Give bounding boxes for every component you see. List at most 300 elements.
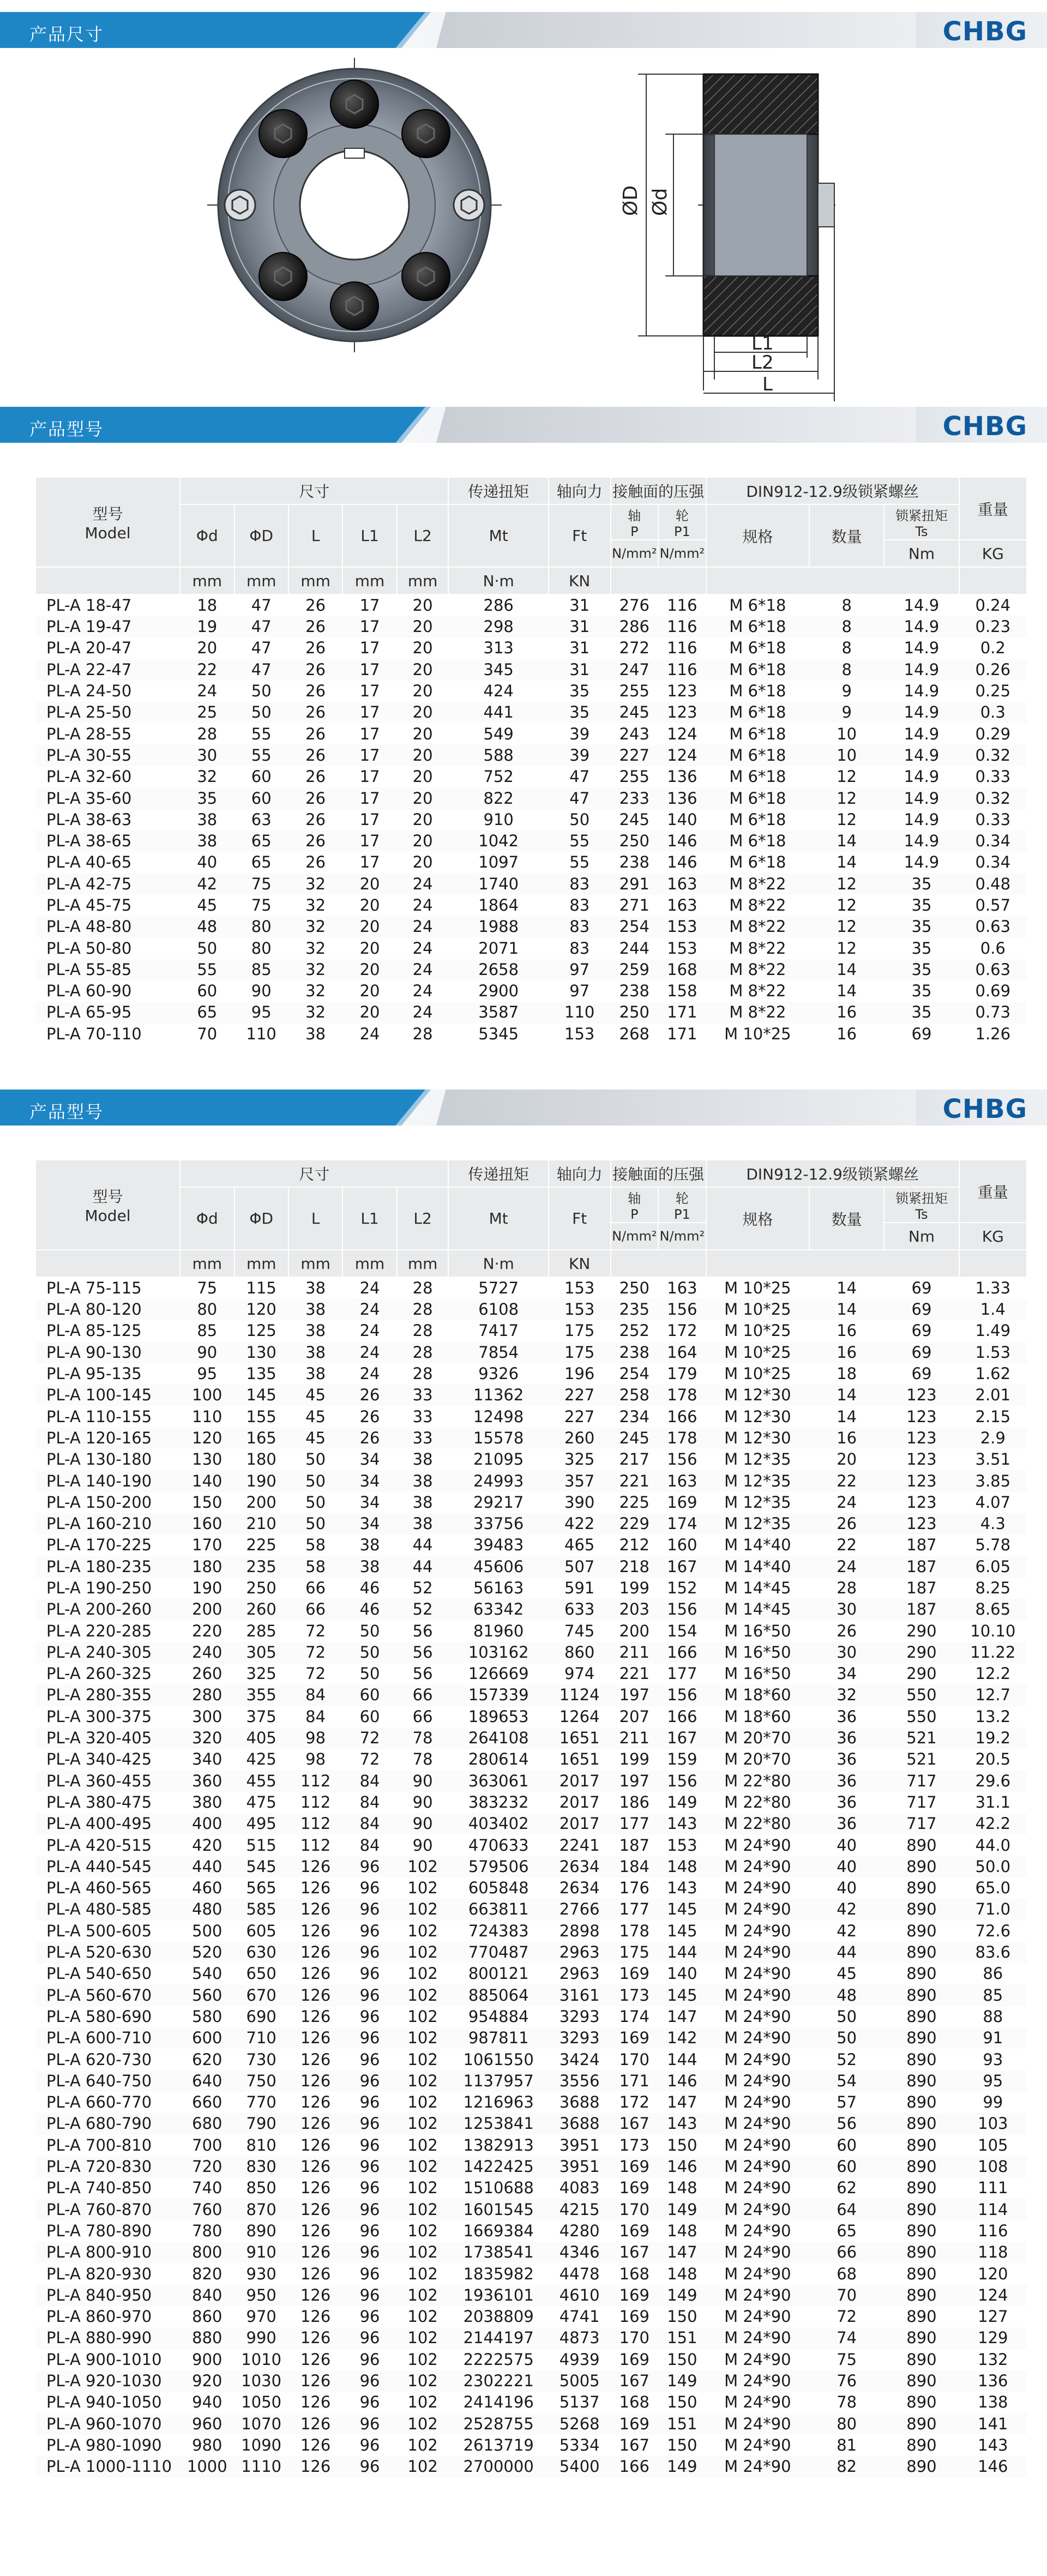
model-cell: PL-A 340-425 [46, 1750, 152, 1769]
header-L: L [288, 1187, 342, 1250]
value-cell: 96 [342, 2156, 396, 2177]
value-cell: 605 [246, 1921, 276, 1940]
model-cell: PL-A 500-605 [46, 1921, 152, 1940]
value-cell: 0.25 [975, 682, 1011, 701]
value-cell: 85 [959, 1985, 1027, 2006]
value-cell: 240 [180, 1642, 234, 1663]
value-cell: 0.33 [975, 810, 1011, 829]
value-cell: 190 [192, 1579, 222, 1597]
value-cell: 24 [397, 874, 449, 895]
value-cell: 910 [234, 2242, 288, 2263]
value-cell: 84 [359, 1792, 380, 1811]
table-row [35, 1385, 1027, 1406]
value-cell: 156 [658, 1299, 706, 1320]
value-cell: 163 [667, 1279, 697, 1297]
value-cell: 0.6 [980, 938, 1006, 958]
value-cell: 1097 [478, 853, 519, 872]
table-row [35, 1728, 1027, 1749]
value-cell: 1090 [241, 2435, 282, 2454]
value-cell: 17 [342, 702, 396, 723]
value-cell: 96 [342, 1985, 396, 2006]
value-cell: M 24*90 [706, 2113, 809, 2134]
table-row [35, 1813, 1027, 1834]
model-cell: PL-A 680-790 [35, 2113, 180, 2134]
value-cell: 1110 [234, 2456, 288, 2477]
value-cell: 960 [180, 2413, 234, 2434]
value-cell: 24 [412, 896, 433, 914]
value-cell: 50.0 [959, 1856, 1027, 1877]
value-cell: 405 [234, 1728, 288, 1749]
unit-blank3 [959, 567, 1027, 594]
value-cell: 400 [180, 1813, 234, 1834]
value-cell: 116 [978, 2221, 1008, 2240]
value-cell: 1.53 [959, 1342, 1027, 1363]
value-cell: M 24*90 [706, 2027, 809, 2049]
value-cell: 58 [305, 1536, 326, 1555]
model-cell: PL-A 50-80 [46, 938, 132, 958]
value-cell: 211 [611, 1642, 659, 1663]
value-cell: 96 [342, 2199, 396, 2220]
value-cell: 38 [305, 1024, 326, 1043]
value-cell: 245 [611, 702, 659, 723]
value-cell: 3688 [549, 2113, 611, 2134]
value-cell: 123 [906, 1407, 937, 1426]
table-row [35, 1024, 1027, 1045]
value-cell: 155 [246, 1407, 276, 1426]
model-cell: PL-A 22-47 [35, 659, 180, 681]
value-cell: 1740 [448, 874, 548, 895]
header-L2: L2 [397, 1187, 449, 1250]
value-cell: M 10*25 [724, 1279, 791, 1297]
value-cell: 1864 [478, 896, 519, 914]
value-cell: 2613719 [463, 2435, 534, 2454]
value-cell: 910 [483, 810, 514, 829]
model-cell: PL-A 640-750 [35, 2071, 180, 2092]
value-cell: M 20*70 [706, 1728, 809, 1749]
value-cell: 290 [906, 1664, 937, 1683]
value-cell: 20 [412, 724, 433, 743]
model-cell: PL-A 30-55 [35, 745, 180, 766]
value-cell: 820 [192, 2264, 222, 2283]
model-cell: PL-A 980-1090 [46, 2435, 162, 2454]
value-cell: 26 [809, 1513, 884, 1534]
model-cell: PL-A 38-65 [35, 830, 180, 852]
value-cell: 60 [251, 767, 272, 786]
value-cell: 146 [658, 2156, 706, 2177]
header-Ft: Ft [549, 1187, 611, 1250]
value-cell: 8 [809, 616, 884, 637]
value-cell: 126 [288, 1985, 342, 2006]
value-cell: 34 [342, 1470, 396, 1491]
value-cell: 580 [192, 2007, 222, 2026]
value-cell: 199 [619, 1750, 649, 1769]
model-cell: PL-A 20-47 [46, 639, 132, 658]
value-cell: 103 [959, 2113, 1027, 2134]
unit-model [35, 567, 180, 594]
table-row [35, 1792, 1027, 1813]
value-cell: 197 [611, 1771, 659, 1792]
value-cell: 22 [809, 1470, 884, 1491]
value-cell: M 24*90 [724, 1835, 791, 1855]
header-model [35, 1160, 180, 1250]
model-cell: PL-A 48-80 [35, 916, 180, 937]
table-row [35, 1663, 1027, 1684]
value-cell: 47 [234, 659, 288, 681]
table-row [35, 1449, 1027, 1470]
value-cell: 440 [180, 1856, 234, 1877]
table-row [35, 702, 1027, 723]
value-cell: 145 [234, 1385, 288, 1406]
value-cell: 670 [234, 1985, 288, 2006]
table-row [35, 681, 1027, 702]
value-cell: 455 [234, 1771, 288, 1792]
value-cell: M 16*50 [724, 1621, 791, 1640]
value-cell: 1510688 [463, 2178, 534, 2198]
value-cell: 520 [180, 1942, 234, 1963]
od-label: ØD [619, 185, 642, 216]
model-cell: PL-A 85-125 [46, 1321, 142, 1340]
table-row [35, 2285, 1027, 2306]
value-cell: 3161 [549, 1985, 611, 2006]
value-cell: 38 [305, 1321, 326, 1340]
value-cell: 890 [906, 2221, 937, 2240]
value-cell: 363061 [448, 1771, 548, 1792]
value-cell: 28 [412, 1279, 433, 1297]
value-cell: 1738541 [448, 2242, 548, 2263]
value-cell: 126 [288, 2413, 342, 2434]
value-cell: 221 [611, 1470, 659, 1491]
header-L2: L2 [397, 504, 449, 567]
value-cell: 140 [667, 1964, 697, 1983]
header-torque: 传递扭矩 [448, 1160, 548, 1187]
value-cell: 187 [884, 1599, 959, 1620]
value-cell: 480 [180, 1899, 234, 1920]
value-cell: 143 [658, 2113, 706, 2134]
value-cell: 640 [180, 2071, 234, 2092]
value-cell: 22 [180, 659, 234, 681]
value-cell: 76 [809, 2370, 884, 2392]
value-cell: 890 [906, 2178, 937, 2198]
value-cell: 123 [667, 682, 697, 701]
value-cell: 243 [619, 724, 649, 743]
value-cell: M 24*90 [706, 2156, 809, 2177]
value-cell: M 24*90 [706, 2071, 809, 2092]
value-cell: 118 [959, 2242, 1027, 2263]
table-row [35, 2113, 1027, 2134]
value-cell: 1936101 [448, 2285, 548, 2306]
value-cell: 54 [809, 2071, 884, 2092]
model-cell: PL-A 100-145 [35, 1385, 180, 1406]
table-row [35, 2327, 1027, 2349]
model-cell: PL-A 460-565 [46, 1879, 152, 1898]
value-cell: 20 [837, 1450, 857, 1469]
value-cell: 175 [549, 1342, 611, 1363]
value-cell: 167 [611, 2242, 659, 2263]
value-cell: 83.6 [959, 1942, 1027, 1963]
value-cell: 3556 [549, 2071, 611, 2092]
value-cell: 187 [884, 1556, 959, 1578]
value-cell: 3951 [559, 2135, 600, 2154]
value-cell: 102 [407, 2350, 438, 2369]
value-cell: 12 [809, 787, 884, 809]
value-cell: 24 [412, 938, 433, 958]
value-cell: 300 [192, 1707, 222, 1726]
value-cell: 460 [192, 1879, 222, 1898]
value-cell: 110 [549, 1002, 611, 1023]
model-cell: PL-A 70-110 [46, 1024, 142, 1043]
value-cell: 69 [911, 1321, 932, 1340]
value-cell: 0.23 [959, 616, 1027, 637]
value-cell: 20.5 [975, 1750, 1011, 1769]
value-cell: 2.01 [959, 1385, 1027, 1406]
value-cell: 70 [197, 1024, 218, 1043]
value-cell: 150 [667, 2135, 697, 2154]
model-cell: PL-A 18-47 [46, 596, 132, 615]
table-row [35, 723, 1027, 744]
value-cell: 822 [448, 787, 548, 809]
value-cell: 800 [180, 2242, 234, 2263]
value-cell: 790 [234, 2113, 288, 2134]
value-cell: 20 [359, 982, 380, 1001]
value-cell: 14.9 [904, 682, 940, 701]
value-cell: 298 [448, 616, 548, 637]
value-cell: 28 [397, 1342, 449, 1363]
value-cell: 17 [359, 639, 380, 658]
model-cell: PL-A 180-235 [35, 1556, 180, 1578]
value-cell: 0.48 [959, 874, 1027, 895]
value-cell: 96 [359, 1879, 380, 1898]
value-cell: 32 [809, 1684, 884, 1706]
value-cell: 166 [658, 1642, 706, 1663]
value-cell: 156 [658, 1771, 706, 1792]
value-cell: 116 [667, 639, 697, 658]
model-cell: PL-A 60-90 [46, 982, 132, 1001]
value-cell: 149 [658, 2285, 706, 2306]
value-cell: 424 [483, 682, 514, 701]
value-cell: 24 [197, 682, 218, 701]
value-cell: 268 [619, 1024, 649, 1043]
value-cell: 166 [667, 1407, 697, 1426]
value-cell: 17 [342, 830, 396, 852]
model-cell: PL-A 32-60 [46, 767, 132, 786]
table-row [35, 659, 1027, 681]
value-cell: 2302221 [448, 2370, 548, 2392]
value-cell: 255 [619, 767, 649, 786]
value-cell: 38 [397, 1470, 449, 1491]
value-cell: 2.9 [959, 1428, 1027, 1449]
value-cell: M 10*25 [706, 1342, 809, 1363]
value-cell: M 24*90 [724, 2307, 791, 2326]
value-cell: 17 [359, 724, 380, 743]
value-cell: 31 [549, 616, 611, 637]
value-cell: 390 [564, 1492, 595, 1512]
value-cell: 98 [305, 1750, 326, 1769]
value-cell: M 24*90 [706, 1985, 809, 2006]
value-cell: 156 [658, 1599, 706, 1620]
value-cell: 88 [983, 2007, 1003, 2026]
value-cell: 1124 [549, 1684, 611, 1706]
model-cell: PL-A 90-130 [35, 1342, 180, 1363]
value-cell: 710 [234, 2027, 288, 2049]
value-cell: 33 [412, 1407, 433, 1426]
value-cell: 8 [841, 639, 852, 658]
value-cell: 169 [619, 1964, 649, 1983]
value-cell: 147 [658, 2242, 706, 2263]
unit-weight: KG [959, 1223, 1027, 1250]
value-cell: 4.07 [975, 1492, 1011, 1512]
model-cell: PL-A 160-210 [35, 1513, 180, 1534]
value-cell: 126 [288, 1942, 342, 1963]
table-row [35, 916, 1027, 937]
value-cell: 60 [197, 982, 218, 1001]
value-cell: 2414196 [463, 2393, 534, 2412]
value-cell: 164 [658, 1342, 706, 1363]
value-cell: 168 [619, 2393, 649, 2412]
banner-grey-bar [436, 12, 916, 48]
value-cell: 20 [412, 639, 433, 658]
value-cell: 60 [342, 1684, 396, 1706]
table-row [35, 2392, 1027, 2413]
value-cell: 153 [667, 1835, 697, 1855]
value-cell: 74 [809, 2327, 884, 2349]
value-cell: 126 [288, 2071, 342, 2092]
value-cell: 2658 [448, 959, 548, 980]
value-cell: 227 [549, 1385, 611, 1406]
value-cell: 600 [180, 2027, 234, 2049]
value-cell: 1070 [234, 2413, 288, 2434]
value-cell: 495 [234, 1813, 288, 1834]
value-cell: 36 [809, 1813, 884, 1834]
value-cell: 149 [658, 2199, 706, 2220]
value-cell: 0.24 [975, 596, 1011, 615]
value-cell: 170 [611, 2199, 659, 2220]
value-cell: 550 [884, 1684, 959, 1706]
value-cell: M 18*60 [706, 1684, 809, 1706]
value-cell: 7417 [478, 1321, 519, 1340]
model-cell: PL-A 75-115 [46, 1279, 142, 1297]
unit-L2: mm [397, 1250, 449, 1277]
value-cell: 20 [397, 787, 449, 809]
value-cell: 14 [809, 959, 884, 980]
value-cell: 380 [192, 1792, 222, 1811]
value-cell: 44 [809, 1942, 884, 1963]
header-model-cn: 型号 [92, 505, 123, 523]
value-cell: 32 [197, 767, 218, 786]
value-cell: 14 [809, 830, 884, 852]
value-cell: M 24*90 [706, 2456, 809, 2477]
value-cell: 65.0 [975, 1879, 1011, 1898]
value-cell: 64 [809, 2199, 884, 2220]
value-cell: 30 [809, 1599, 884, 1620]
unit-model [35, 1250, 180, 1277]
value-cell: 102 [407, 2393, 438, 2412]
value-cell: 102 [397, 2456, 449, 2477]
value-cell: 207 [619, 1707, 649, 1726]
value-cell: 1601545 [448, 2199, 548, 2220]
value-cell: 30 [180, 745, 234, 766]
value-cell: 156 [667, 1450, 697, 1469]
value-cell: 44 [412, 1536, 433, 1555]
table-row [35, 1942, 1027, 1963]
unit-L: mm [288, 567, 342, 594]
value-cell: 55 [549, 830, 611, 852]
value-cell: 2634 [559, 1879, 600, 1898]
value-cell: 2222575 [463, 2350, 534, 2369]
value-cell: M 24*90 [706, 2413, 809, 2434]
table-row [35, 1620, 1027, 1641]
models-banner-1 [0, 407, 1047, 443]
model-cell: PL-A 380-475 [46, 1792, 152, 1811]
value-cell: 62 [837, 2178, 857, 2198]
value-cell: 126 [288, 2199, 342, 2220]
value-cell: 8.65 [959, 1599, 1027, 1620]
value-cell: 50 [234, 702, 288, 723]
header-P1: P1 [674, 524, 690, 539]
value-cell: M 10*25 [724, 1321, 791, 1340]
value-cell: 50 [569, 810, 590, 829]
value-cell: 82 [809, 2456, 884, 2477]
value-cell: 1.33 [975, 1279, 1011, 1297]
value-cell: 5400 [549, 2456, 611, 2477]
value-cell: 325 [246, 1664, 276, 1683]
value-cell: 103162 [448, 1642, 548, 1663]
value-cell: 68 [837, 2264, 857, 2283]
value-cell: 545 [234, 1856, 288, 1877]
model-cell: PL-A 580-690 [46, 2007, 152, 2026]
value-cell: 9326 [478, 1364, 519, 1383]
value-cell: 146 [959, 2456, 1027, 2477]
value-cell: 1.26 [975, 1024, 1011, 1043]
value-cell: 150 [192, 1492, 222, 1512]
value-cell: 20 [397, 616, 449, 637]
value-cell: 180 [246, 1450, 276, 1469]
front-view-drawing [196, 52, 513, 358]
value-cell: 5727 [478, 1279, 519, 1297]
value-cell: 140 [180, 1470, 234, 1491]
value-cell: 1669384 [463, 2221, 534, 2240]
value-cell: 717 [884, 1771, 959, 1792]
value-cell: 2.15 [975, 1407, 1011, 1426]
value-cell: 50 [809, 2027, 884, 2049]
value-cell: 169 [667, 1492, 697, 1512]
value-cell: 752 [483, 767, 514, 786]
table-row [35, 787, 1027, 809]
unit-Mt: N·m [448, 1250, 548, 1277]
section-title-dimensions: 产品尺寸 [29, 24, 104, 45]
value-cell: 203 [611, 1599, 659, 1620]
table-row [35, 830, 1027, 852]
value-cell: 225 [619, 1492, 649, 1512]
value-cell: 247 [611, 659, 659, 681]
header-hub [658, 504, 706, 540]
value-cell: 2144197 [448, 2327, 548, 2349]
value-cell: 34 [359, 1450, 380, 1469]
value-cell: 885064 [448, 1985, 548, 2006]
value-cell: 126 [300, 1921, 331, 1940]
model-cell: PL-A 480-585 [35, 1899, 180, 1920]
value-cell: 112 [288, 1771, 342, 1792]
l-label: L [762, 374, 773, 395]
value-cell: 720 [180, 2156, 234, 2177]
table-row [35, 1899, 1027, 1920]
value-cell: 0.34 [959, 830, 1027, 852]
value-cell: 50 [197, 938, 218, 958]
model-cell: PL-A 960-1070 [35, 2413, 180, 2434]
value-cell: 35 [884, 1002, 959, 1023]
value-cell: 102 [407, 2135, 438, 2154]
value-cell: 286 [611, 616, 659, 637]
value-cell: 3424 [559, 2050, 600, 2069]
